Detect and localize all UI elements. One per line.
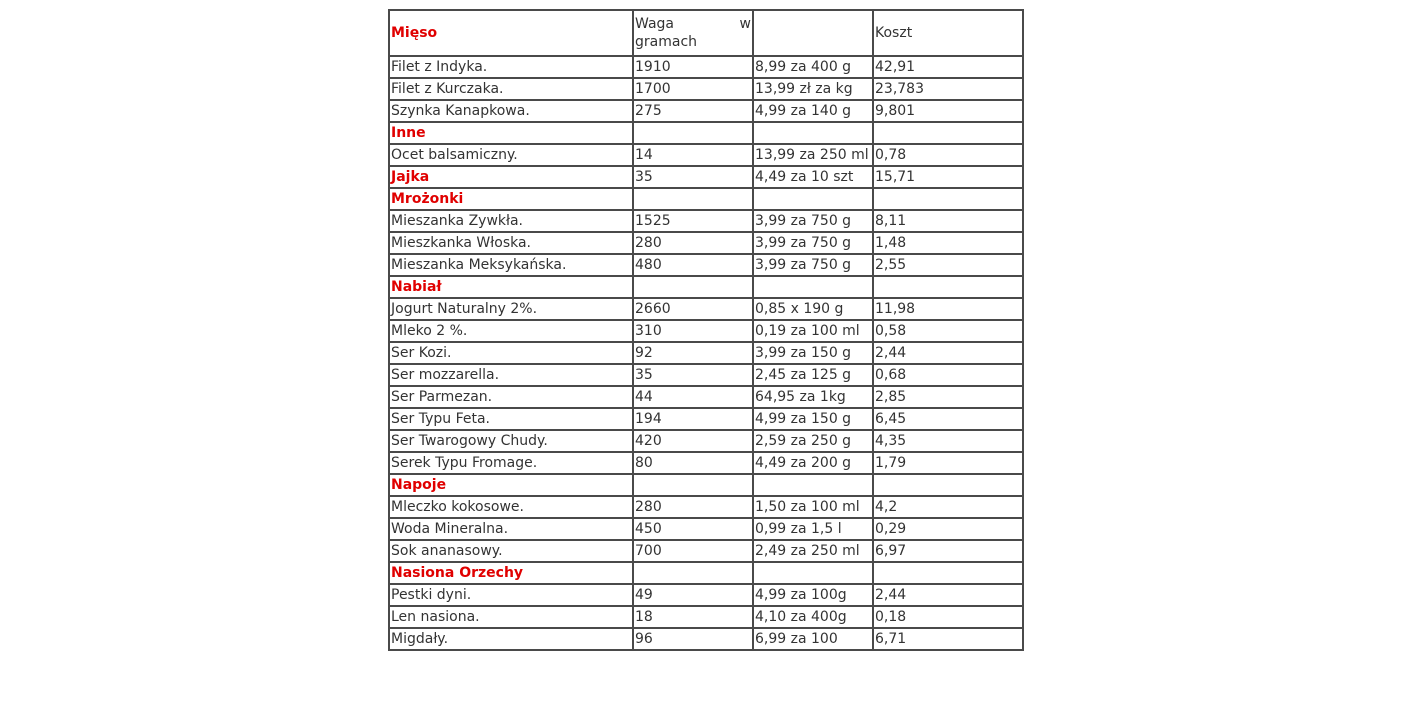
cost-cell: 15,71: [873, 166, 1023, 188]
category-row: [389, 166, 1023, 188]
cost-cell: 42,91: [873, 56, 1023, 78]
product-name-cell: Ser Typu Feta.: [389, 408, 633, 430]
cost-cell: 23,783: [873, 78, 1023, 100]
product-name-cell: Ser mozzarella.: [389, 364, 633, 386]
cost-cell: 6,97: [873, 540, 1023, 562]
cost-cell: 4,2: [873, 496, 1023, 518]
weight-cell: 1700: [633, 78, 753, 100]
weight-cell: 275: [633, 100, 753, 122]
cost-cell: 0,58: [873, 320, 1023, 342]
header-price-cell: [753, 10, 873, 56]
cost-cell: 8,11: [873, 210, 1023, 232]
unit-price-cell: 3,99 za 750 g: [753, 232, 873, 254]
weight-cell: 35: [633, 166, 753, 188]
table-row: [389, 254, 1023, 276]
weight-cell: [633, 122, 753, 144]
category-row: [389, 188, 1023, 210]
weight-cell: 450: [633, 518, 753, 540]
category-label-text: Nabiał: [391, 279, 442, 295]
unit-price-cell: 4,99 za 100g: [753, 584, 873, 606]
weight-cell: 1910: [633, 56, 753, 78]
unit-price-cell: 0,85 x 190 g: [753, 298, 873, 320]
product-name-cell: Filet z Indyka.: [389, 56, 633, 78]
cost-cell: 2,55: [873, 254, 1023, 276]
grocery-cost-table: [388, 9, 1024, 651]
cost-cell: 2,85: [873, 386, 1023, 408]
weight-cell: 92: [633, 342, 753, 364]
unit-price-cell: 4,10 za 400g: [753, 606, 873, 628]
cost-cell: 2,44: [873, 584, 1023, 606]
table-row: [389, 210, 1023, 232]
cost-cell: 0,68: [873, 364, 1023, 386]
weight-cell: 44: [633, 386, 753, 408]
header-weight-word-w: w: [739, 16, 751, 32]
unit-price-cell: 4,49 za 10 szt: [753, 166, 873, 188]
weight-cell: 280: [633, 232, 753, 254]
product-name-cell: Serek Typu Fromage.: [389, 452, 633, 474]
category-label: [389, 122, 633, 144]
product-name-cell: Mleczko kokosowe.: [389, 496, 633, 518]
table-row: [389, 56, 1023, 78]
unit-price-cell: [753, 276, 873, 298]
product-name-cell: Mieszanka Zywkła.: [389, 210, 633, 232]
category-row: [389, 474, 1023, 496]
product-name-cell: Len nasiona.: [389, 606, 633, 628]
category-label: [389, 276, 633, 298]
weight-cell: 280: [633, 496, 753, 518]
table-row: [389, 540, 1023, 562]
weight-cell: 310: [633, 320, 753, 342]
unit-price-cell: [753, 474, 873, 496]
table-row: [389, 496, 1023, 518]
cost-cell: 0,29: [873, 518, 1023, 540]
product-name-cell: Filet z Kurczaka.: [389, 78, 633, 100]
header-weight-cell: [633, 10, 753, 56]
category-row: [389, 562, 1023, 584]
weight-cell: 480: [633, 254, 753, 276]
cost-cell: 1,48: [873, 232, 1023, 254]
table-row: [389, 606, 1023, 628]
cost-cell: 6,45: [873, 408, 1023, 430]
table-row: [389, 78, 1023, 100]
unit-price-cell: 2,49 za 250 ml: [753, 540, 873, 562]
product-name-cell: Ser Kozi.: [389, 342, 633, 364]
product-name-cell: Ser Twarogowy Chudy.: [389, 430, 633, 452]
cost-cell: [873, 474, 1023, 496]
category-label-text: Mrożonki: [391, 191, 464, 207]
weight-cell: 700: [633, 540, 753, 562]
cost-cell: [873, 122, 1023, 144]
product-name-cell: Woda Mineralna.: [389, 518, 633, 540]
unit-price-cell: 0,99 za 1,5 l: [753, 518, 873, 540]
table-row: [389, 364, 1023, 386]
weight-cell: 96: [633, 628, 753, 650]
weight-cell: [633, 188, 753, 210]
unit-price-cell: 4,99 za 150 g: [753, 408, 873, 430]
weight-cell: 1525: [633, 210, 753, 232]
category-label-text: Nasiona Orzechy: [391, 565, 524, 581]
header-category-cell: [389, 10, 633, 56]
table-row: [389, 100, 1023, 122]
weight-cell: 194: [633, 408, 753, 430]
unit-price-cell: 0,19 za 100 ml: [753, 320, 873, 342]
weight-cell: 14: [633, 144, 753, 166]
category-row: [389, 122, 1023, 144]
cost-cell: [873, 188, 1023, 210]
product-name-cell: Szynka Kanapkowa.: [389, 100, 633, 122]
unit-price-cell: 4,49 za 200 g: [753, 452, 873, 474]
weight-cell: 18: [633, 606, 753, 628]
unit-price-cell: 3,99 za 750 g: [753, 254, 873, 276]
category-label: [389, 474, 633, 496]
product-name-cell: Mieszanka Meksykańska.: [389, 254, 633, 276]
cost-cell: [873, 562, 1023, 584]
table-row: [389, 320, 1023, 342]
table-row: [389, 408, 1023, 430]
header-cost-cell: Koszt: [873, 10, 1023, 56]
category-label-text: Napoje: [391, 477, 447, 493]
category-label-text: Inne: [391, 125, 426, 141]
unit-price-cell: 64,95 za 1kg: [753, 386, 873, 408]
table-row: [389, 628, 1023, 650]
table-row: [389, 342, 1023, 364]
weight-cell: [633, 276, 753, 298]
unit-price-cell: 1,50 za 100 ml: [753, 496, 873, 518]
table-row: [389, 430, 1023, 452]
cost-cell: 11,98: [873, 298, 1023, 320]
table-row: [389, 584, 1023, 606]
weight-cell: 49: [633, 584, 753, 606]
header-weight-word: Waga: [635, 16, 674, 32]
unit-price-cell: [753, 562, 873, 584]
unit-price-cell: 8,99 za 400 g: [753, 56, 873, 78]
weight-cell: 80: [633, 452, 753, 474]
product-name-cell: Ser Parmezan.: [389, 386, 633, 408]
unit-price-cell: 13,99 za 250 ml: [753, 144, 873, 166]
unit-price-cell: [753, 122, 873, 144]
weight-cell: 35: [633, 364, 753, 386]
table-row: [389, 386, 1023, 408]
table-row: [389, 144, 1023, 166]
table-row: [389, 232, 1023, 254]
unit-price-cell: [753, 188, 873, 210]
category-row: [389, 276, 1023, 298]
category-label: [389, 188, 633, 210]
product-name-cell: Mleko 2 %.: [389, 320, 633, 342]
unit-price-cell: 4,99 za 140 g: [753, 100, 873, 122]
table-row: [389, 452, 1023, 474]
unit-price-cell: 3,99 za 750 g: [753, 210, 873, 232]
cost-cell: 2,44: [873, 342, 1023, 364]
product-name-cell: Ocet balsamiczny.: [389, 144, 633, 166]
unit-price-cell: 6,99 za 100: [753, 628, 873, 650]
table-header-row: [389, 10, 1023, 56]
product-name-cell: Sok ananasowy.: [389, 540, 633, 562]
cost-cell: [873, 276, 1023, 298]
unit-price-cell: 3,99 za 150 g: [753, 342, 873, 364]
cost-cell: 4,35: [873, 430, 1023, 452]
cost-cell: 0,78: [873, 144, 1023, 166]
product-name-cell: Pestki dyni.: [389, 584, 633, 606]
product-name-cell: Migdały.: [389, 628, 633, 650]
category-label-mieso: Mięso: [391, 25, 438, 41]
cost-cell: 9,801: [873, 100, 1023, 122]
product-name-cell: Mieszkanka Włoska.: [389, 232, 633, 254]
weight-cell: 2660: [633, 298, 753, 320]
weight-cell: [633, 474, 753, 496]
cost-cell: 6,71: [873, 628, 1023, 650]
category-label: [389, 562, 633, 584]
weight-cell: [633, 562, 753, 584]
unit-price-cell: 2,59 za 250 g: [753, 430, 873, 452]
table-row: [389, 298, 1023, 320]
product-name-cell: Jogurt Naturalny 2%.: [389, 298, 633, 320]
table-row: [389, 518, 1023, 540]
header-weight-unit: gramach: [635, 34, 698, 50]
unit-price-cell: 13,99 zł za kg: [753, 78, 873, 100]
weight-cell: 420: [633, 430, 753, 452]
category-label-text: Jajka: [391, 169, 430, 185]
category-label: [389, 166, 633, 188]
cost-cell: 0,18: [873, 606, 1023, 628]
unit-price-cell: 2,45 za 125 g: [753, 364, 873, 386]
cost-cell: 1,79: [873, 452, 1023, 474]
